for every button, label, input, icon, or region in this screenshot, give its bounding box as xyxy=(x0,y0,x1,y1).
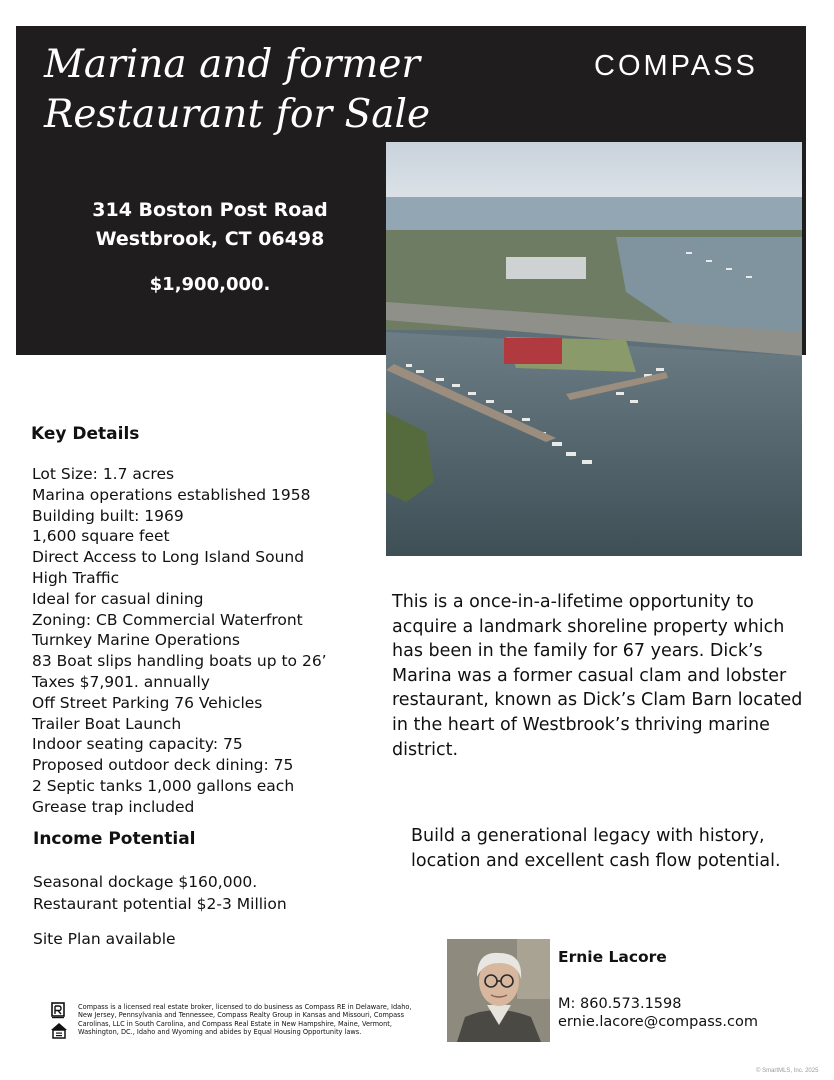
site-plan-note: Site Plan available xyxy=(33,930,176,948)
realtor-logo-icon xyxy=(52,1003,64,1018)
list-item: Indoor seating capacity: 75 xyxy=(32,735,243,754)
list-item: Marina operations established 1958 xyxy=(32,485,311,504)
address-line-2: Westbrook, CT 06498 xyxy=(95,228,325,250)
list-item: Ideal for casual dining xyxy=(32,589,204,608)
equal-housing-icon xyxy=(51,1023,67,1038)
agent-phone: M: 860.573.1598 xyxy=(558,996,682,1012)
list-item: Direct Access to Long Island Sound xyxy=(32,548,305,567)
income-potential-heading: Income Potential xyxy=(33,829,196,849)
agent-email: ernie.lacore@compass.com xyxy=(558,1014,758,1030)
list-item: Trailer Boat Launch xyxy=(32,714,182,733)
watermark: © SmartMLS, Inc. 2025 xyxy=(756,1068,819,1074)
description-paragraph: This is a once-in-a-lifetime opportunity to acquire a landmark shoreline property which has been in the family for 67 years. Dick’s Marina was a former casual clam and lobster restaurant, known as Dick’s Clam Barn located in the heart of Westbrook’s thriving marine district. xyxy=(392,592,803,760)
list-item: Off Street Parking 76 Vehicles xyxy=(32,693,263,712)
list-item: Proposed outdoor deck dining: 75 xyxy=(32,756,294,775)
list-item: Building built: 1969 xyxy=(32,506,184,525)
address-line-1: 314 Boston Post Road xyxy=(92,199,328,221)
list-item: Taxes $7,901. annually xyxy=(32,672,210,691)
list-item: Zoning: CB Commercial Waterfront xyxy=(32,610,303,629)
page-title: Marina and former Restaurant for Sale xyxy=(44,42,431,137)
list-item: Restaurant potential $2-3 Million xyxy=(33,895,287,913)
list-item: Grease trap included xyxy=(32,797,195,816)
list-item: 1,600 square feet xyxy=(32,527,170,546)
legal-icons xyxy=(50,1002,68,1046)
key-details-list xyxy=(32,464,327,818)
aerial-marina-photo xyxy=(386,142,802,556)
legacy-paragraph: Build a generational legacy with history, location and excellent cash flow potential. xyxy=(411,826,781,871)
list-item: Turnkey Marine Operations xyxy=(32,631,240,650)
income-list xyxy=(33,871,287,915)
list-item: Seasonal dockage $160,000. xyxy=(33,873,258,891)
brand-logo: COMPASS xyxy=(594,50,758,82)
agent-photo xyxy=(447,939,550,1042)
listing-price: $1,900,000. xyxy=(149,274,271,295)
list-item: High Traffic xyxy=(32,568,120,587)
list-item: 83 Boat slips handling boats up to 26’ xyxy=(32,652,327,671)
list-item: Lot Size: 1.7 acres xyxy=(32,465,175,483)
key-details-heading: Key Details xyxy=(31,424,140,444)
list-item: 2 Septic tanks 1,000 gallons each xyxy=(32,776,295,795)
agent-name: Ernie Lacore xyxy=(558,948,667,966)
property-address xyxy=(60,196,360,254)
legal-disclaimer: Compass is a licensed real estate broker, licensed to do business as Compass RE in Delaware, Idaho, New Jersey, Pennsylvania and Tennessee, Compass Realty Group in Kansas and Missouri, Compass Carolinas, LLC in South Carolina, and Compass Real Estate in New Hampshire, Maine, Vermont, Washington, DC., Idaho and Wyoming and abides by Equal Housing Opportunity laws. xyxy=(78,1003,412,1037)
